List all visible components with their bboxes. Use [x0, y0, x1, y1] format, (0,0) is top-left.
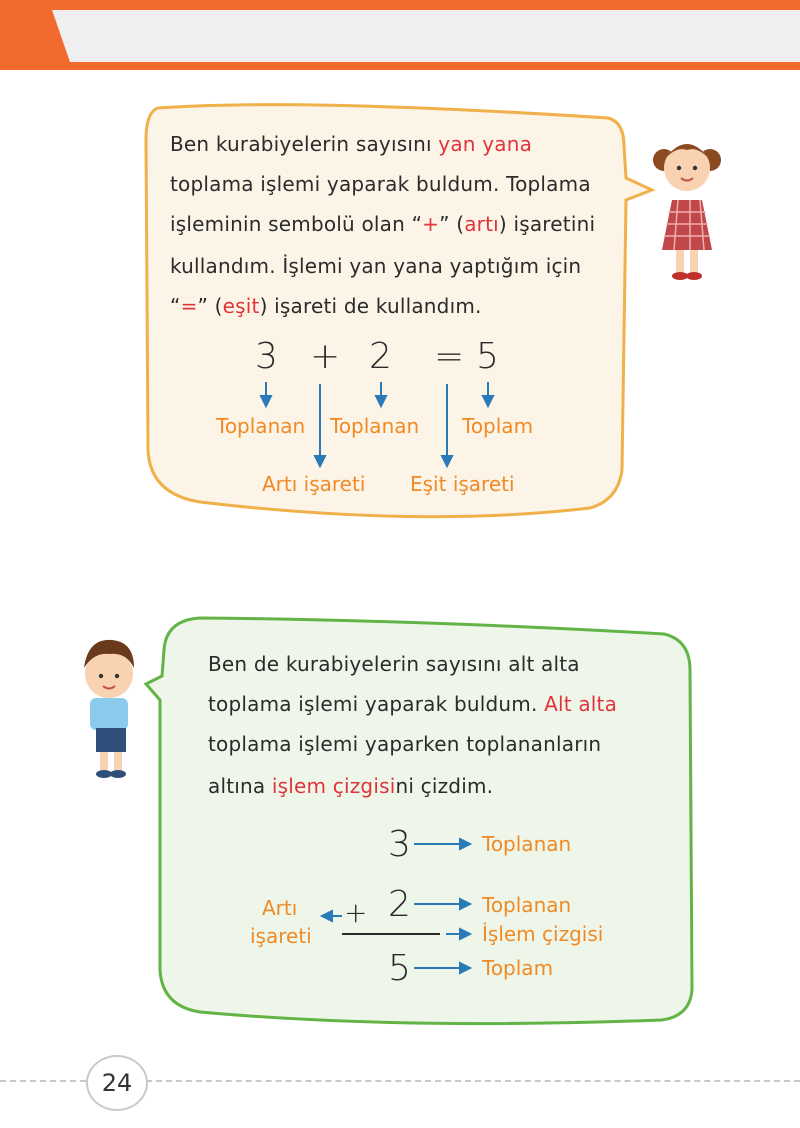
vertical-sum: 5 [388, 948, 411, 989]
footer-dash-right [146, 1080, 800, 1082]
page-number: 24 [86, 1055, 148, 1111]
eq-sum: 5 [476, 336, 499, 377]
boy-illustration [84, 640, 134, 778]
girl-illustration [653, 144, 721, 280]
label-equals-sign: Eşit işareti [410, 472, 515, 496]
bubble1-line2: toplama işlemi yaparak buldum. Toplama [170, 172, 591, 196]
vertical-addend2: 2 [388, 884, 411, 925]
eq-equals: = [434, 336, 465, 377]
bubble1-line4: kullandım. İşlemi yan yana yaptığım için [170, 254, 582, 278]
v-label-addend2: Toplanan [482, 893, 572, 917]
eq-addend1: 3 [255, 336, 278, 377]
v-label-plus-1: Artı [262, 896, 298, 920]
bubble1-line3: işleminin sembolü olan “+” (artı) işaretini [170, 212, 596, 236]
label-addend2: Toplanan [330, 414, 420, 438]
v-label-addend1: Toplanan [482, 832, 572, 856]
bubble2-line1: Ben de kurabiyelerin sayısını alt alta [208, 652, 580, 676]
bubble2-line2: toplama işlemi yaparak buldum. Alt alta [208, 692, 618, 716]
bubble1-line1: Ben kurabiyelerin sayısını yan yana [170, 132, 533, 156]
eq-addend2: 2 [369, 336, 392, 377]
vertical-plus: + [344, 896, 368, 929]
label-plus-sign: Artı işareti [262, 472, 366, 496]
label-total: Toplam [462, 414, 534, 438]
v-label-total: Toplam [482, 956, 554, 980]
bubble1-line5: “=” (eşit) işareti de kullandım. [170, 294, 482, 318]
bubble2-line3: toplama işlemi yaparken toplananların [208, 732, 602, 756]
eq-plus: + [310, 336, 341, 377]
vertical-addend1: 3 [388, 824, 411, 865]
label-addend1: Toplanan [216, 414, 306, 438]
footer-dash-left [0, 1080, 86, 1082]
v-label-plus-2: işareti [250, 924, 312, 948]
v-label-line: İşlem çizgisi [482, 922, 604, 946]
bubble2-line4: altına işlem çizgisini çizdim. [208, 774, 494, 798]
